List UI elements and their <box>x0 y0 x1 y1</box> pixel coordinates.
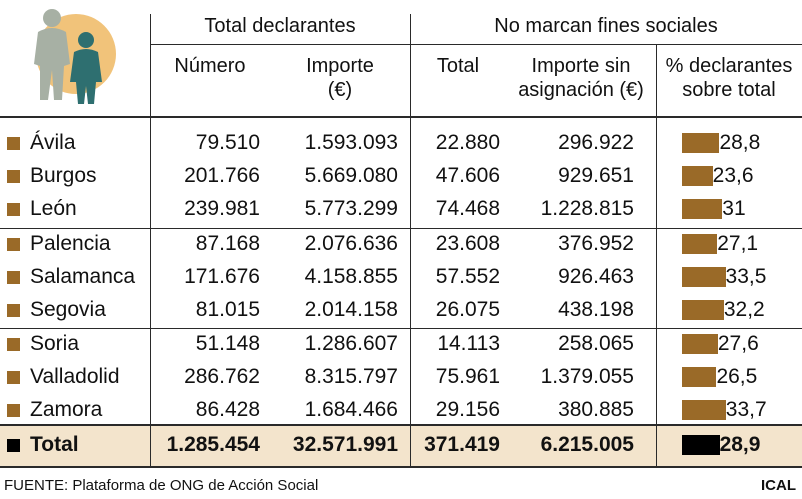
percentage-bar <box>682 300 724 320</box>
cell-importe-sin: 929.651 <box>558 164 634 187</box>
cell-total: 22.880 <box>435 131 500 154</box>
total-label: Total <box>30 433 79 456</box>
percentage-bar <box>682 367 716 387</box>
percentage-label: 32,2 <box>723 298 765 321</box>
cell-importe: 1.286.607 <box>304 332 398 355</box>
header-porcentaje: % declarantes sobre total <box>665 55 793 101</box>
cell-importe-sin: 376.952 <box>558 232 634 255</box>
province-name: Segovia <box>30 298 106 321</box>
row-marker <box>7 404 20 417</box>
cell-total: 23.608 <box>435 232 500 255</box>
row-marker <box>7 170 20 183</box>
province-name: León <box>30 197 77 220</box>
row-marker <box>7 439 20 452</box>
percentage-bar <box>682 166 713 186</box>
cell-numero: 286.762 <box>184 365 260 388</box>
percentage-bar <box>682 400 726 420</box>
percentage-label: 27,6 <box>717 332 759 355</box>
row-marker <box>7 238 20 251</box>
percentage-bar <box>682 267 726 287</box>
cell-total: 371.419 <box>424 433 500 456</box>
cell-numero: 79.510 <box>195 131 260 154</box>
cell-importe-sin: 296.922 <box>558 131 634 154</box>
row-marker <box>7 371 20 384</box>
credit-label: ICAL <box>761 477 796 494</box>
cell-total: 26.075 <box>435 298 500 321</box>
percentage-label: 33,7 <box>725 398 767 421</box>
cell-importe: 8.315.797 <box>304 365 398 388</box>
row-marker <box>7 304 20 317</box>
row-marker <box>7 338 20 351</box>
total-top-rule <box>0 424 802 426</box>
cell-importe-sin: 380.885 <box>558 398 634 421</box>
province-name: Zamora <box>30 398 103 421</box>
cell-total: 14.113 <box>437 332 500 355</box>
percentage-label: 33,5 <box>725 265 767 288</box>
province-name: Burgos <box>30 164 97 187</box>
header-numero: Número <box>174 55 246 77</box>
percentage-label: 27,1 <box>717 232 759 255</box>
group-divider <box>0 328 802 329</box>
column-divider <box>656 44 657 466</box>
cell-numero: 81.015 <box>195 298 260 321</box>
percentage-label: 28,9 <box>719 433 761 456</box>
cell-importe-sin: 438.198 <box>558 298 634 321</box>
percentage-label: 31 <box>722 197 746 220</box>
cell-importe: 1.684.466 <box>304 398 398 421</box>
row-marker <box>7 137 20 150</box>
cell-total: 57.552 <box>435 265 500 288</box>
source-note: FUENTE: Plataforma de ONG de Acción Social <box>4 477 319 494</box>
row-marker <box>7 203 20 216</box>
row-marker <box>7 271 20 284</box>
cell-total: 47.606 <box>435 164 500 187</box>
header-importe: Importe (€) <box>306 55 374 101</box>
cell-importe-sin: 926.463 <box>558 265 634 288</box>
percentage-label: 28,8 <box>719 131 761 154</box>
province-name: Palencia <box>30 232 111 255</box>
cell-numero: 1.285.454 <box>166 433 260 456</box>
cell-importe: 2.076.636 <box>304 232 398 255</box>
percentage-bar <box>682 133 719 153</box>
header-underline <box>150 44 802 45</box>
percentage-bar <box>682 334 718 354</box>
cell-numero: 171.676 <box>184 265 260 288</box>
cell-numero: 201.766 <box>184 164 260 187</box>
percentage-bar <box>682 234 717 254</box>
cell-importe: 5.773.299 <box>304 197 398 220</box>
total-bottom-rule <box>0 466 802 468</box>
cell-total: 74.468 <box>435 197 500 220</box>
province-name: Soria <box>30 332 80 355</box>
cell-importe-sin: 6.215.005 <box>540 433 634 456</box>
header-bottom-rule <box>0 116 802 118</box>
cell-total: 75.961 <box>435 365 500 388</box>
header-total: Total <box>436 55 480 77</box>
province-name: Salamanca <box>30 265 136 288</box>
cell-importe: 4.158.855 <box>304 265 398 288</box>
province-name: Valladolid <box>30 365 120 388</box>
cell-importe: 2.014.158 <box>304 298 398 321</box>
cell-importe: 1.593.093 <box>304 131 398 154</box>
cell-importe-sin: 258.065 <box>558 332 634 355</box>
cell-numero: 87.168 <box>195 232 260 255</box>
province-name: Ávila <box>30 131 76 154</box>
total-percentage-bar <box>682 435 720 455</box>
people-illustration-icon <box>26 4 122 108</box>
cell-importe-sin: 1.379.055 <box>540 365 634 388</box>
cell-numero: 239.981 <box>184 197 260 220</box>
cell-importe-sin: 1.228.815 <box>540 197 634 220</box>
header-importe-sin: Importe sin asignación (€) <box>518 55 644 101</box>
cell-numero: 51.148 <box>195 332 260 355</box>
header-total-declarantes: Total declarantes <box>204 15 356 37</box>
percentage-label: 23,6 <box>712 164 754 187</box>
group-divider <box>0 228 802 229</box>
percentage-label: 26,5 <box>716 365 758 388</box>
cell-total: 29.156 <box>435 398 500 421</box>
percentage-bar <box>682 199 722 219</box>
cell-importe: 32.571.991 <box>292 433 398 456</box>
cell-numero: 86.428 <box>195 398 260 421</box>
cell-importe: 5.669.080 <box>304 164 398 187</box>
header-no-marcan: No marcan fines sociales <box>494 15 718 37</box>
